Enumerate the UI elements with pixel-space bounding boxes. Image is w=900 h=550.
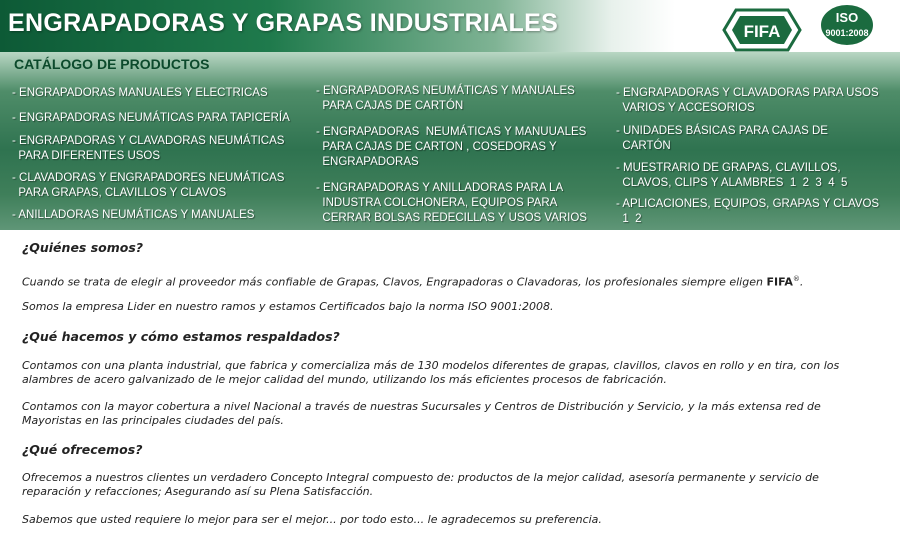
- fifa-logo-text: FIFA: [743, 22, 781, 41]
- heading-que-hacemos: ¿Qué hacemos y cómo estamos respaldados?: [22, 329, 340, 344]
- catalog-link-manuales-electricas[interactable]: - ENGRAPADORAS MANUALES Y ELECTRICAS: [12, 87, 268, 99]
- catalog-link-colchonera[interactable]: - ENGRAPADORAS Y ANILLADORAS PARA LA INDUSTRA COLCHONERA, EQUIPOS PARA CERRAR BOLSAS REDECILLAS Y USOS VARIOS: [316, 182, 587, 224]
- catalog-link-muestrario[interactable]: - MUESTRARIO DE GRAPAS, CLAVILLOS, CLAVOS, CLIPS Y ALAMBRES 1 2 3 4 5: [616, 162, 848, 189]
- paragraph-cobertura: Contamos con la mayor cobertura a nivel Nacional a través de nuestras Sucursales y Centros de Distribución y Servicio, y la más extensa red de Mayoristas en las principales ciudades del país.: [22, 400, 821, 427]
- catalog-link-unidades-basicas[interactable]: - UNIDADES BÁSICAS PARA CAJAS DE CARTÓN: [616, 125, 828, 152]
- paragraph-concepto-integral: Ofrecemos a nuestros clientes un verdadero Concepto Integral compuesto de: productos de la mejor calidad, asesoría permanente y servicio de reparación y refacciones; Asegurando así su Plena Satisfacción.: [22, 471, 819, 498]
- paragraph-proveedor-end: .: [799, 275, 804, 289]
- catalog-title: CATÁLOGO DE PRODUCTOS: [14, 56, 210, 72]
- brand-name: FIFA: [766, 275, 793, 289]
- paragraph-planta-industrial: Contamos con una planta industrial, que fabrica y comercializa más de 130 modelos diferentes de grapas, clavillos, clavos en rollo y en tira, con los alambres de acero galvanizado de le mejor calidad del mundo, utilizando los más eficientes procesos de fabricación.: [22, 359, 840, 386]
- heading-quienes-somos: ¿Quiénes somos?: [22, 240, 144, 255]
- iso-logo-text-top: ISO: [835, 10, 859, 25]
- heading-que-ofrecemos: ¿Qué ofrecemos?: [22, 442, 143, 457]
- paragraph-proveedor-text: Cuando se trata de elegir al proveedor más confiable de Grapas, Clavos, Engrapadoras o Clavadoras, los profesionales siempre eligen: [22, 275, 767, 289]
- iso-logo: [818, 3, 876, 47]
- catalog-link-anilladoras[interactable]: - ANILLADORAS NEUMÁTICAS Y MANUALES: [12, 209, 255, 221]
- catalog-link-cosedoras[interactable]: - ENGRAPADORAS NEUMÁTICAS Y MANUUALES PARA CAJAS DE CARTON , COSEDORAS Y ENGRAPADORAS: [316, 126, 587, 168]
- registered-mark: ®: [792, 275, 800, 283]
- header-banner: [0, 0, 900, 52]
- catalog-link-tapiceria[interactable]: - ENGRAPADORAS NEUMÁTICAS PARA TAPICERÍA: [12, 112, 290, 124]
- paragraph-agradecimiento: Sabemos que usted requiere lo mejor para ser el mejor... por todo esto... le agradecemos su preferencia.: [22, 513, 602, 526]
- catalog-link-usos-varios[interactable]: - ENGRAPADORAS Y CLAVADORAS PARA USOS VARIOS Y ACCESORIOS: [616, 87, 879, 114]
- fifa-logo[interactable]: [722, 8, 802, 52]
- catalog-link-diferentes-usos[interactable]: - ENGRAPADORAS Y CLAVADORAS NEUMÁTICAS PARA DIFERENTES USOS: [12, 135, 285, 162]
- iso-logo-text-bottom: 9001:2008: [825, 28, 869, 38]
- paragraph-proveedor: [22, 272, 872, 290]
- paragraph-certificacion: Somos la empresa Lider en nuestro ramos y estamos Certificados bajo la norma ISO 9001:2008.: [22, 300, 554, 313]
- catalog-link-grapas-clavillos-clavos[interactable]: - CLAVADORAS Y ENGRAPADORES NEUMÁTICAS PARA GRAPAS, CLAVILLOS Y CLAVOS: [12, 172, 285, 199]
- product-catalog: [0, 52, 900, 230]
- catalog-link-cajas-carton[interactable]: - ENGRAPADORAS NEUMÁTICAS Y MANUALES PARA CAJAS DE CARTÓN: [316, 85, 575, 112]
- catalog-link-aplicaciones[interactable]: - APLICACIONES, EQUIPOS, GRAPAS Y CLAVOS 1 2: [616, 198, 880, 225]
- page-title: ENGRAPADORAS Y GRAPAS INDUSTRIALES: [8, 9, 559, 37]
